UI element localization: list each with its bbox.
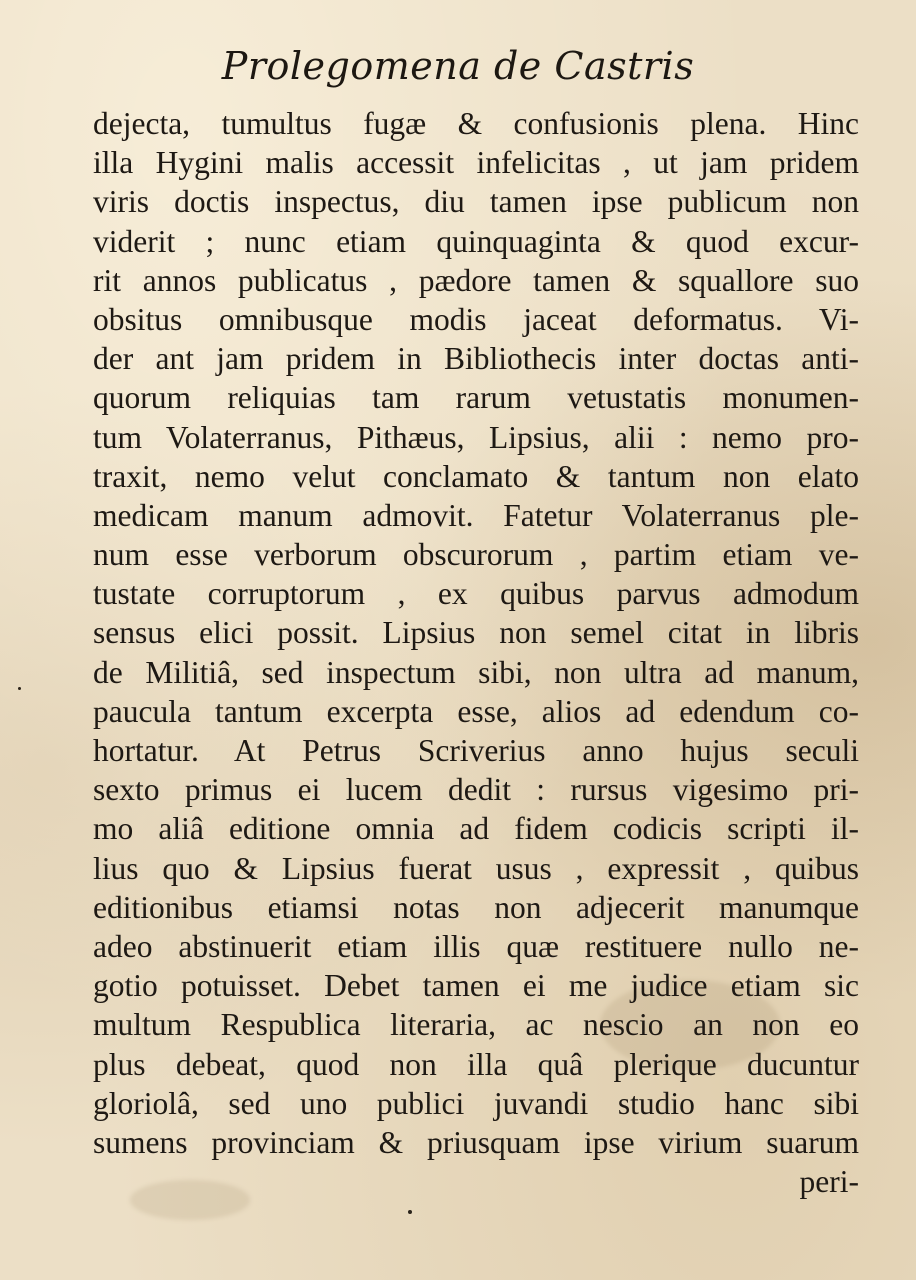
text-line: paucula tantum excerpta esse, alios ad edendum co- [93, 693, 859, 729]
text-line: viris doctis inspectus, diu tamen ipse publicum non [93, 184, 859, 220]
text-line: hortatur. At Petrus Scriverius anno hujus seculi [93, 733, 859, 768]
text-line: der ant jam pridem in Bibliothecis inter doctas anti- [93, 341, 859, 377]
catchword: peri- [799, 1164, 859, 1200]
text-line: dejecta, tumultus fugæ & confusionis plena. Hinc [93, 106, 859, 141]
ink-speck [408, 1210, 412, 1214]
text-line: num esse verborum obscurorum , partim etiam ve- [93, 537, 859, 573]
text-line: de Militiâ, sed inspectum sibi, non ultra ad manum, [93, 654, 859, 690]
text-line: editionibus etiamsi notas non adjecerit manumque [93, 889, 859, 925]
text-line: traxit, nemo velut conclamato & tantum non elato [93, 458, 859, 494]
text-line: sexto primus ei lucem dedit : rursus vigesimo pri- [93, 772, 859, 808]
text-line: gloriolâ, sed uno publici juvandi studio hanc sibi [93, 1085, 859, 1121]
text-line: gotio potuisset. Debet tamen ei me judice etiam sic [93, 968, 859, 1004]
text-line: illa Hygini malis accessit infelicitas , ut jam pridem [93, 145, 859, 181]
text-line: lius quo & Lipsius fuerat usus , expressit , quibus [93, 850, 859, 886]
text-line: sensus elici possit. Lipsius non semel citat in libris [93, 615, 859, 651]
text-line: plus debeat, quod non illa quâ plerique ducuntur [93, 1046, 859, 1082]
text-line: tum Volaterranus, Pithæus, Lipsius, alii : nemo pro- [93, 419, 859, 455]
text-line: obsitus omnibusque modis jaceat deformatus. Vi- [93, 301, 859, 337]
text-line: tustate corruptorum , ex quibus parvus admodum [93, 576, 859, 612]
ink-speck [18, 687, 21, 690]
text-line: medicam manum admovit. Fatetur Volaterranus ple- [93, 497, 859, 533]
text-line: multum Respublica literaria, ac nescio an non eo [93, 1007, 859, 1043]
running-title: Prolegomena de Castris [221, 44, 695, 88]
text-line: mo aliâ editione omnia ad fidem codicis scripti il- [93, 811, 859, 847]
body-text [93, 104, 859, 1201]
text-line: sumens provinciam & priusquam ipse virium suarum [93, 1124, 859, 1160]
text-line: rit annos publicatus , pædore tamen & squallore suo [93, 262, 859, 298]
text-line: viderit ; nunc etiam quinquaginta & quod excur- [93, 223, 859, 259]
text-line: quorum reliquias tam rarum vetustatis monumen- [93, 380, 859, 416]
text-line: adeo abstinuerit etiam illis quæ restituere nullo ne- [93, 928, 859, 964]
